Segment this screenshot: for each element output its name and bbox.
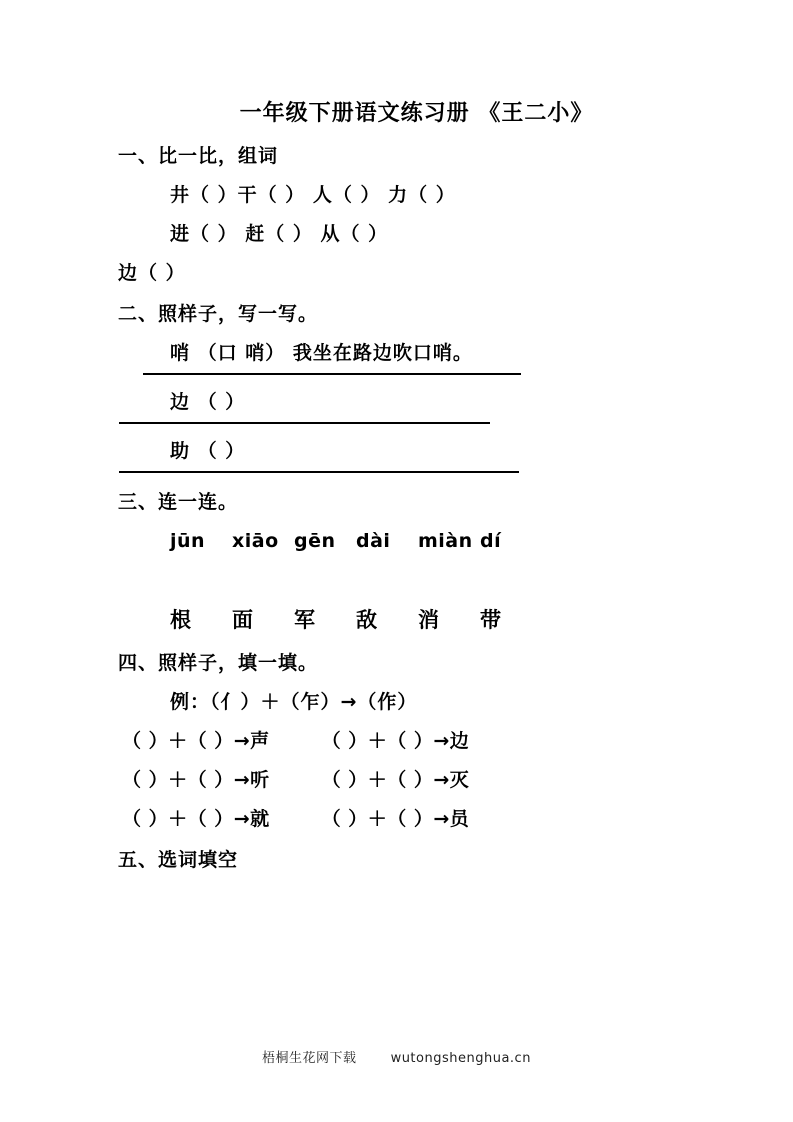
section-heading-4: 四、照样子，填一填。 xyxy=(118,652,319,674)
section-4-example: 例：（亻）＋（乍）→（作） xyxy=(170,691,418,713)
footer xyxy=(0,1047,793,1066)
section-1-line-2: 进（ ） 赶（ ） 从（ ） xyxy=(170,223,389,245)
fill-right: （ ）＋（ ）→灭 xyxy=(321,769,470,791)
hanzi-item: 根 xyxy=(170,608,192,632)
write-line-2 xyxy=(119,422,490,424)
hanzi-item: 消 xyxy=(418,608,440,632)
section-heading-2: 二、照样子，写一写。 xyxy=(118,303,319,325)
footer-url: wutongshenghua.cn xyxy=(390,1051,531,1066)
fill-right: （ ）＋（ ）→员 xyxy=(321,808,470,830)
section-heading-1: 一、比一比，组词 xyxy=(118,145,279,167)
fill-row xyxy=(0,804,793,831)
section-heading-5: 五、选词填空 xyxy=(118,849,239,871)
fill-right: （ ）＋（ ）→边 xyxy=(321,730,470,752)
fill-left: （ ）＋（ ）→听 xyxy=(122,769,270,791)
pinyin-item: dài xyxy=(356,530,391,552)
hanzi-item: 军 xyxy=(294,608,316,632)
fill-left: （ ）＋（ ）→就 xyxy=(122,808,270,830)
fill-row xyxy=(0,726,793,753)
section-1-line-3: 边（ ） xyxy=(118,262,186,284)
section-1-line-1: 井（ ）干（ ） 人（ ） 力（ ） xyxy=(170,184,456,206)
pinyin-item: gēn xyxy=(294,530,336,552)
fill-row xyxy=(0,765,793,792)
write-line-3 xyxy=(119,471,519,473)
hanzi-item: 敌 xyxy=(356,608,378,632)
section-2-example: 哨 （口 哨） 我坐在路边吹口哨。 xyxy=(170,342,473,364)
hanzi-row xyxy=(0,604,793,634)
page-title: 一年级下册语文练习册 《王二小》 xyxy=(239,101,594,126)
pinyin-item: miàn xyxy=(418,530,473,552)
hanzi-item: 带 xyxy=(480,608,502,632)
write-line-1 xyxy=(143,373,521,375)
footer-site: 梧桐生花网下载 xyxy=(262,1051,357,1066)
section-heading-3: 三、连一连。 xyxy=(118,491,239,513)
section-2-item-2: 助 （ ） xyxy=(170,440,246,462)
section-2-item-1: 边 （ ） xyxy=(170,391,246,413)
pinyin-item: xiāo xyxy=(232,530,279,552)
pinyin-item: jūn xyxy=(170,530,206,552)
fill-left: （ ）＋（ ）→声 xyxy=(122,730,270,752)
hanzi-item: 面 xyxy=(232,608,254,632)
pinyin-row xyxy=(0,530,793,552)
pinyin-item: dí xyxy=(480,530,502,552)
